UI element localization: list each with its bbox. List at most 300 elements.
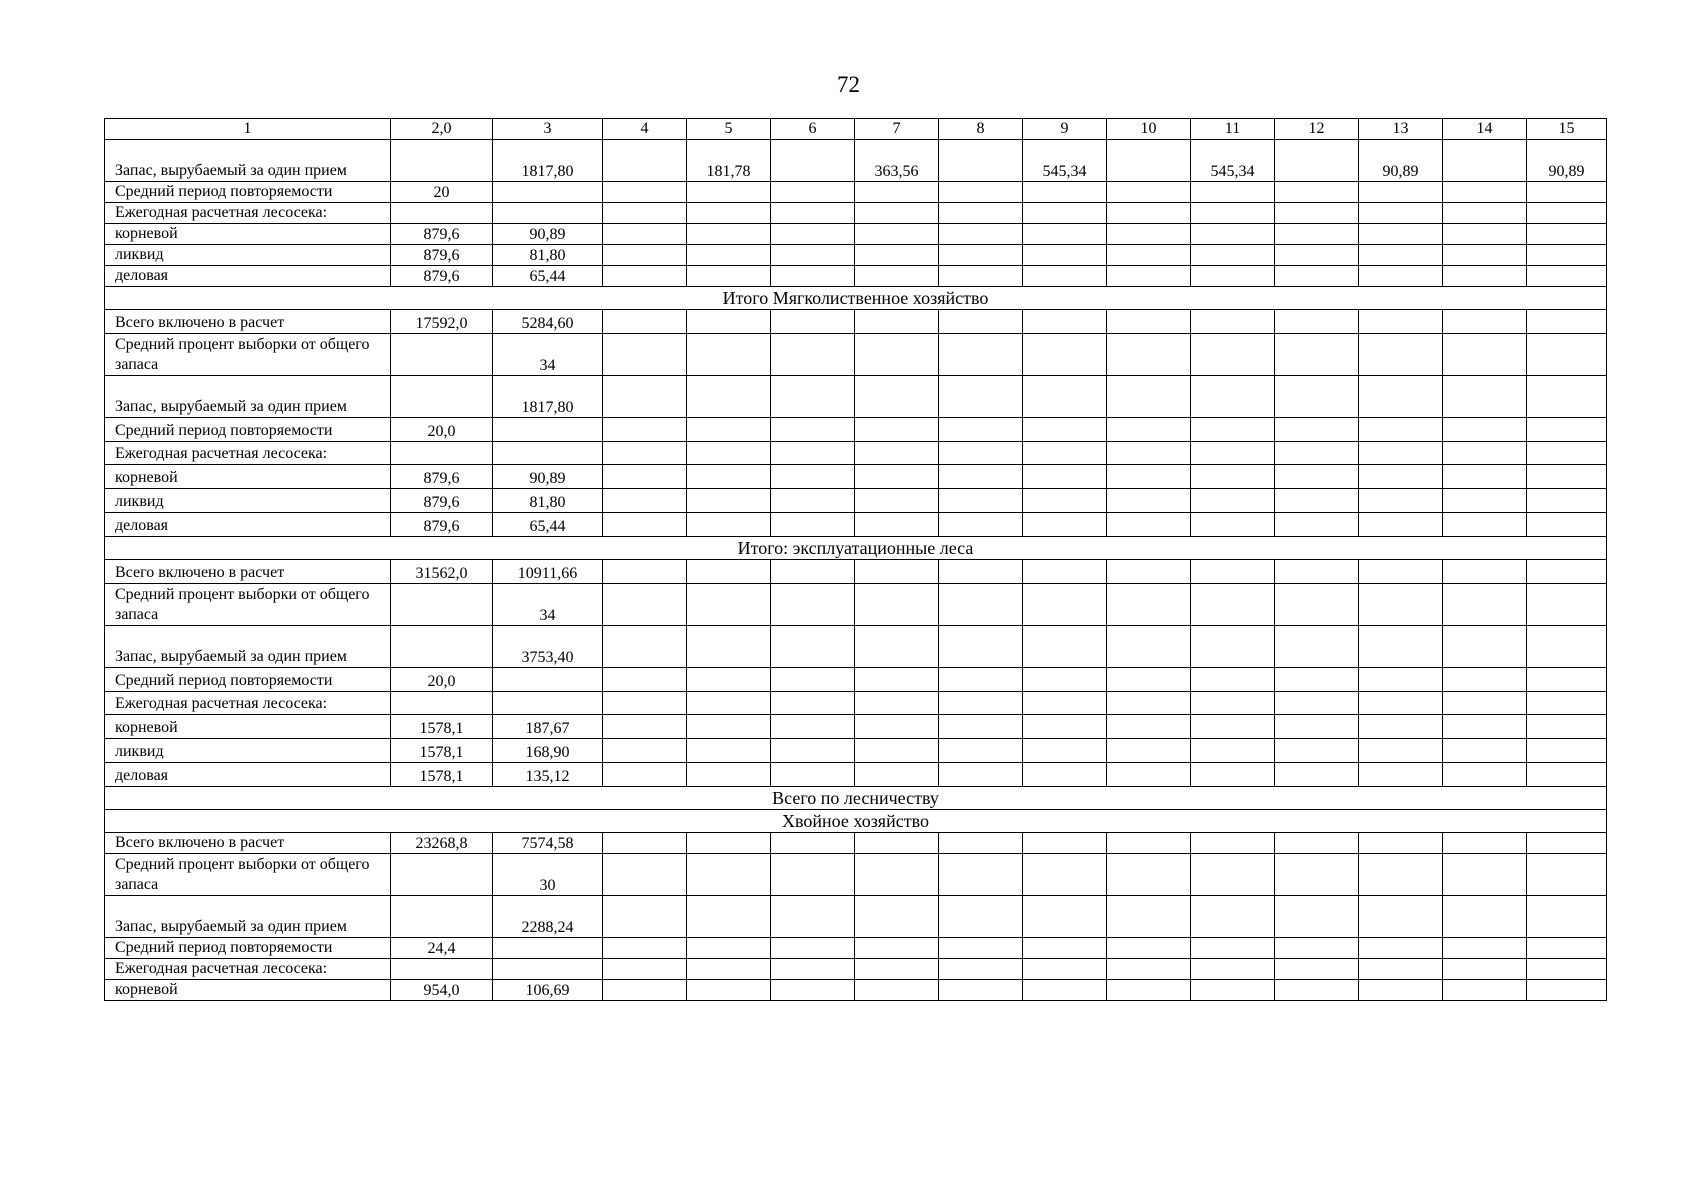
table-cell xyxy=(1023,715,1107,739)
table-cell xyxy=(1275,560,1359,584)
table-cell: 90,89 xyxy=(493,465,603,489)
table-cell xyxy=(1191,715,1275,739)
table-cell xyxy=(1191,668,1275,692)
table-cell xyxy=(1191,833,1275,854)
table-row xyxy=(105,938,1607,959)
row-label: корневой xyxy=(105,980,391,1001)
table-cell xyxy=(1359,245,1443,266)
table-cell xyxy=(771,489,855,513)
table-row xyxy=(105,140,1607,182)
table-cell xyxy=(687,584,771,626)
table-cell xyxy=(855,245,939,266)
table-cell xyxy=(939,692,1023,715)
table-cell xyxy=(771,560,855,584)
row-label: ликвид xyxy=(105,489,391,513)
table-row xyxy=(105,376,1607,418)
table-cell xyxy=(687,442,771,465)
table-cell xyxy=(1191,584,1275,626)
table-cell xyxy=(1107,245,1191,266)
table-cell xyxy=(939,980,1023,1001)
table-cell: 1817,80 xyxy=(493,140,603,182)
table-cell xyxy=(1191,203,1275,224)
row-label: Всего включено в расчет xyxy=(105,560,391,584)
table-row xyxy=(105,692,1607,715)
table-cell xyxy=(1443,896,1527,938)
table-cell xyxy=(603,465,687,489)
table-cell xyxy=(603,376,687,418)
table-cell xyxy=(391,692,493,715)
table-cell xyxy=(1527,626,1607,668)
table-cell xyxy=(1443,959,1527,980)
table-cell: 90,89 xyxy=(493,224,603,245)
table-cell xyxy=(1443,739,1527,763)
table-body xyxy=(105,119,1607,1001)
table-cell xyxy=(1275,896,1359,938)
table-cell xyxy=(1107,489,1191,513)
table-cell xyxy=(493,182,603,203)
table-cell xyxy=(1191,560,1275,584)
table-cell xyxy=(391,854,493,896)
table-cell xyxy=(1023,833,1107,854)
row-label: деловая xyxy=(105,266,391,287)
table-cell: 879,6 xyxy=(391,513,493,537)
column-number-cell: 14 xyxy=(1443,119,1527,140)
row-label: Ежегодная расчетная лесосека: xyxy=(105,203,391,224)
table-cell xyxy=(1527,763,1607,787)
table-cell xyxy=(1527,418,1607,442)
page-number: 72 xyxy=(837,72,860,97)
table-row xyxy=(105,310,1607,334)
table-cell xyxy=(855,980,939,1001)
table-cell: 106,69 xyxy=(493,980,603,1001)
table-cell xyxy=(1275,739,1359,763)
table-cell xyxy=(1359,224,1443,245)
table-cell xyxy=(687,763,771,787)
table-cell xyxy=(939,584,1023,626)
table-cell xyxy=(1107,833,1191,854)
table-cell xyxy=(1023,626,1107,668)
column-number-cell: 5 xyxy=(687,119,771,140)
table-cell xyxy=(1023,224,1107,245)
table-cell: 34 xyxy=(493,334,603,376)
table-cell xyxy=(1359,626,1443,668)
table-cell xyxy=(603,668,687,692)
table-cell xyxy=(1191,465,1275,489)
table-cell xyxy=(1443,203,1527,224)
table-row xyxy=(105,763,1607,787)
table-cell xyxy=(1023,854,1107,896)
table-cell xyxy=(771,266,855,287)
table-cell xyxy=(939,513,1023,537)
table-cell xyxy=(939,626,1023,668)
table-cell xyxy=(1275,513,1359,537)
table-cell: 545,34 xyxy=(1191,140,1275,182)
table-cell xyxy=(1359,310,1443,334)
table-cell xyxy=(603,203,687,224)
table-cell xyxy=(687,560,771,584)
table-cell xyxy=(771,833,855,854)
table-cell: 81,80 xyxy=(493,245,603,266)
table-cell xyxy=(1275,334,1359,376)
table-cell xyxy=(939,224,1023,245)
column-number-cell: 9 xyxy=(1023,119,1107,140)
row-label: Средний процент выборки от общего запаса xyxy=(105,584,391,626)
table-cell xyxy=(687,465,771,489)
table-cell xyxy=(1275,224,1359,245)
table-cell xyxy=(1275,584,1359,626)
table-cell xyxy=(1023,489,1107,513)
table-cell: 24,4 xyxy=(391,938,493,959)
column-number-cell: 4 xyxy=(603,119,687,140)
table-cell: 879,6 xyxy=(391,489,493,513)
table-cell: 23268,8 xyxy=(391,833,493,854)
table-cell xyxy=(603,245,687,266)
table-row xyxy=(105,182,1607,203)
table-cell xyxy=(1107,266,1191,287)
table-row xyxy=(105,418,1607,442)
forest-calculation-table xyxy=(104,118,1607,1001)
row-label: ликвид xyxy=(105,245,391,266)
table-cell xyxy=(603,739,687,763)
table-cell xyxy=(1107,182,1191,203)
table-cell xyxy=(1275,245,1359,266)
table-cell xyxy=(1023,896,1107,938)
column-number-cell: 8 xyxy=(939,119,1023,140)
table-cell xyxy=(939,668,1023,692)
row-label: Всего включено в расчет xyxy=(105,833,391,854)
column-number-cell: 10 xyxy=(1107,119,1191,140)
table-cell xyxy=(771,182,855,203)
table-cell xyxy=(1023,442,1107,465)
table-cell xyxy=(1443,560,1527,584)
table-cell xyxy=(1359,418,1443,442)
table-cell xyxy=(1023,739,1107,763)
table-cell xyxy=(493,418,603,442)
table-cell xyxy=(1359,513,1443,537)
table-cell: 879,6 xyxy=(391,266,493,287)
table-cell xyxy=(1275,442,1359,465)
table-cell xyxy=(1023,203,1107,224)
table-cell xyxy=(855,560,939,584)
table-cell xyxy=(1443,715,1527,739)
table-cell: 187,67 xyxy=(493,715,603,739)
table-cell xyxy=(603,692,687,715)
section-row xyxy=(105,810,1607,833)
table-cell xyxy=(1275,465,1359,489)
table-cell xyxy=(687,980,771,1001)
table-cell xyxy=(603,334,687,376)
table-cell xyxy=(1191,959,1275,980)
row-label: корневой xyxy=(105,465,391,489)
column-number-cell: 3 xyxy=(493,119,603,140)
table-cell xyxy=(1527,833,1607,854)
table-cell xyxy=(1359,560,1443,584)
column-number-cell: 7 xyxy=(855,119,939,140)
table-cell xyxy=(1107,465,1191,489)
table-cell xyxy=(1107,739,1191,763)
table-cell xyxy=(1023,334,1107,376)
table-cell xyxy=(391,203,493,224)
table-cell xyxy=(1275,692,1359,715)
table-cell xyxy=(1191,334,1275,376)
table-cell: 135,12 xyxy=(493,763,603,787)
table-cell: 17592,0 xyxy=(391,310,493,334)
table-cell xyxy=(1107,938,1191,959)
table-cell xyxy=(493,442,603,465)
table-cell xyxy=(1191,245,1275,266)
table-cell xyxy=(1275,376,1359,418)
table-cell xyxy=(1107,203,1191,224)
table-cell xyxy=(1275,668,1359,692)
table-cell xyxy=(1527,334,1607,376)
table-cell xyxy=(855,739,939,763)
section-title: Итого: эксплуатационные леса xyxy=(105,537,1607,560)
table-cell xyxy=(687,489,771,513)
table-cell xyxy=(603,584,687,626)
table-cell xyxy=(1359,489,1443,513)
table-cell xyxy=(1443,854,1527,896)
table-row xyxy=(105,245,1607,266)
table-cell xyxy=(855,763,939,787)
column-number-cell: 1 xyxy=(105,119,391,140)
table-cell xyxy=(687,334,771,376)
table-cell xyxy=(1275,938,1359,959)
table-cell xyxy=(939,245,1023,266)
table-cell xyxy=(855,715,939,739)
table-cell xyxy=(771,465,855,489)
table-cell xyxy=(1023,938,1107,959)
table-row xyxy=(105,896,1607,938)
table-cell xyxy=(1107,334,1191,376)
table-cell: 954,0 xyxy=(391,980,493,1001)
table-cell xyxy=(1359,896,1443,938)
table-cell: 181,78 xyxy=(687,140,771,182)
table-cell xyxy=(1443,310,1527,334)
table-cell xyxy=(1191,310,1275,334)
table-cell xyxy=(1359,938,1443,959)
table-cell xyxy=(939,959,1023,980)
table-cell xyxy=(1527,465,1607,489)
table-cell xyxy=(939,334,1023,376)
table-cell xyxy=(855,266,939,287)
row-label: Запас, вырубаемый за один прием xyxy=(105,376,391,418)
table-cell xyxy=(1359,763,1443,787)
row-label: корневой xyxy=(105,715,391,739)
table-cell xyxy=(1527,310,1607,334)
table-cell xyxy=(1275,626,1359,668)
table-cell xyxy=(855,224,939,245)
table-cell xyxy=(855,513,939,537)
table-cell xyxy=(855,465,939,489)
table-cell xyxy=(1527,182,1607,203)
table-cell xyxy=(1023,418,1107,442)
table-cell xyxy=(771,442,855,465)
table-cell xyxy=(687,668,771,692)
table-cell xyxy=(939,763,1023,787)
table-cell xyxy=(687,182,771,203)
table-cell xyxy=(493,692,603,715)
table-cell: 168,90 xyxy=(493,739,603,763)
table-cell xyxy=(771,692,855,715)
table-cell xyxy=(1359,203,1443,224)
table-cell xyxy=(687,854,771,896)
table-cell xyxy=(939,442,1023,465)
table-cell xyxy=(1275,833,1359,854)
table-cell xyxy=(1275,715,1359,739)
table-cell xyxy=(687,833,771,854)
table-cell xyxy=(1107,763,1191,787)
table-cell xyxy=(855,959,939,980)
table-cell xyxy=(1275,489,1359,513)
table-cell xyxy=(1443,266,1527,287)
table-cell xyxy=(1191,854,1275,896)
table-cell xyxy=(493,959,603,980)
table-cell xyxy=(1107,442,1191,465)
table-cell xyxy=(603,560,687,584)
table-cell xyxy=(1107,980,1191,1001)
table-row xyxy=(105,513,1607,537)
table-cell xyxy=(855,489,939,513)
table-cell xyxy=(1359,182,1443,203)
column-number-row xyxy=(105,119,1607,140)
table-cell xyxy=(603,182,687,203)
table-cell xyxy=(1527,715,1607,739)
table-cell xyxy=(855,418,939,442)
table-cell xyxy=(771,959,855,980)
table-cell xyxy=(603,442,687,465)
table-cell xyxy=(1359,959,1443,980)
table-cell xyxy=(1107,959,1191,980)
table-cell xyxy=(1191,376,1275,418)
table-cell xyxy=(1359,833,1443,854)
table-cell xyxy=(1023,182,1107,203)
table-cell xyxy=(687,418,771,442)
table-cell xyxy=(1527,896,1607,938)
table-cell xyxy=(939,310,1023,334)
table-cell xyxy=(1443,334,1527,376)
table-row xyxy=(105,854,1607,896)
table-cell xyxy=(687,310,771,334)
table-cell xyxy=(1191,692,1275,715)
table-row xyxy=(105,560,1607,584)
table-cell xyxy=(771,140,855,182)
table-cell xyxy=(1359,854,1443,896)
table-cell xyxy=(1275,203,1359,224)
table-cell xyxy=(1359,739,1443,763)
table-cell xyxy=(1443,833,1527,854)
table-cell xyxy=(1275,182,1359,203)
table-cell xyxy=(1275,980,1359,1001)
table-cell xyxy=(1191,938,1275,959)
table-cell xyxy=(855,310,939,334)
table-cell: 90,89 xyxy=(1359,140,1443,182)
table-cell: 20,0 xyxy=(391,668,493,692)
table-cell xyxy=(1443,763,1527,787)
table-cell xyxy=(603,418,687,442)
table-cell xyxy=(1023,980,1107,1001)
table-cell: 1578,1 xyxy=(391,739,493,763)
table-row xyxy=(105,266,1607,287)
table-cell xyxy=(771,513,855,537)
table-cell xyxy=(855,854,939,896)
table-cell xyxy=(1443,489,1527,513)
table-cell xyxy=(1527,560,1607,584)
table-cell xyxy=(855,896,939,938)
table-cell xyxy=(1527,584,1607,626)
table-cell xyxy=(391,626,493,668)
table-cell: 34 xyxy=(493,584,603,626)
table-cell xyxy=(687,896,771,938)
table-cell xyxy=(1527,266,1607,287)
row-label: Запас, вырубаемый за один прием xyxy=(105,140,391,182)
table-cell xyxy=(1023,560,1107,584)
table-cell xyxy=(855,626,939,668)
table-cell xyxy=(1443,668,1527,692)
row-label: Ежегодная расчетная лесосека: xyxy=(105,959,391,980)
table-cell xyxy=(1023,692,1107,715)
table-cell xyxy=(687,376,771,418)
table-cell xyxy=(771,739,855,763)
table-cell: 3753,40 xyxy=(493,626,603,668)
table-cell xyxy=(603,224,687,245)
table-cell xyxy=(1443,140,1527,182)
table-cell xyxy=(687,245,771,266)
table-cell xyxy=(1023,959,1107,980)
table-cell xyxy=(1191,442,1275,465)
table-cell xyxy=(855,833,939,854)
column-number-cell: 2,0 xyxy=(391,119,493,140)
row-label: Запас, вырубаемый за один прием xyxy=(105,626,391,668)
table-cell xyxy=(687,203,771,224)
table-cell xyxy=(1023,513,1107,537)
table-cell xyxy=(771,584,855,626)
table-cell xyxy=(1275,266,1359,287)
table-cell xyxy=(1443,584,1527,626)
table-cell xyxy=(603,266,687,287)
table-cell xyxy=(771,668,855,692)
table-cell: 90,89 xyxy=(1527,140,1607,182)
table-cell xyxy=(1443,980,1527,1001)
table-cell xyxy=(1527,442,1607,465)
table-cell xyxy=(1527,203,1607,224)
table-cell xyxy=(855,692,939,715)
table-cell: 879,6 xyxy=(391,224,493,245)
table-cell xyxy=(855,203,939,224)
table-cell xyxy=(603,140,687,182)
row-label: корневой xyxy=(105,224,391,245)
table-cell xyxy=(771,418,855,442)
table-cell xyxy=(1527,854,1607,896)
table-cell: 81,80 xyxy=(493,489,603,513)
table-cell xyxy=(1191,896,1275,938)
table-cell xyxy=(1359,266,1443,287)
table-cell xyxy=(1359,980,1443,1001)
table-row xyxy=(105,980,1607,1001)
table-cell xyxy=(1443,692,1527,715)
row-label: Средний процент выборки от общего запаса xyxy=(105,854,391,896)
table-cell: 1578,1 xyxy=(391,763,493,787)
table-cell xyxy=(1443,938,1527,959)
row-label: деловая xyxy=(105,763,391,787)
table-cell xyxy=(1191,626,1275,668)
column-number-cell: 6 xyxy=(771,119,855,140)
table-cell xyxy=(1527,245,1607,266)
table-row xyxy=(105,465,1607,489)
table-cell xyxy=(1107,668,1191,692)
table-cell xyxy=(603,833,687,854)
column-number-cell: 12 xyxy=(1275,119,1359,140)
table-cell xyxy=(603,715,687,739)
